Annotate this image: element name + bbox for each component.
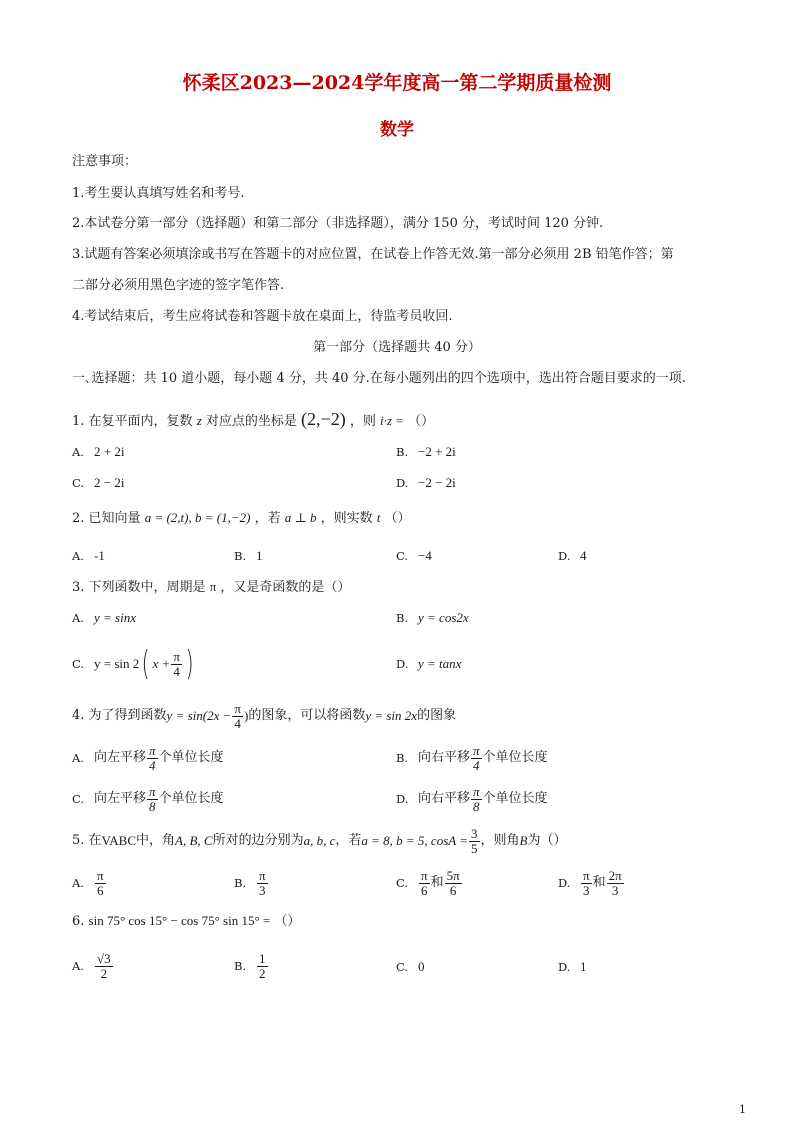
q6-option-c[interactable] (396, 958, 425, 977)
q4-func-2: y = sin 2x (365, 708, 418, 723)
q5-sides: a, b, c (303, 833, 336, 848)
notice-item-2: 2.本试卷分第一部分（选择题）和第二部分（非选择题），满分 150 分，考试时间 120 分钟. (72, 216, 604, 231)
q3-option-b[interactable] (396, 609, 469, 628)
fraction (445, 869, 462, 898)
option-text-suffix: 个单位长度 (158, 750, 224, 765)
notice-item-3-cont: 二部分必须用黑色字迹的签字笔作答. (72, 278, 285, 293)
q3-text-2: ，又是奇函数的是（） (220, 580, 351, 595)
q1-option-d[interactable] (396, 474, 456, 493)
option-label: C. (396, 549, 409, 563)
q5-condition: a = 8, b = 5, cosA = (361, 833, 468, 848)
q1-option-a[interactable] (72, 443, 124, 462)
fraction-denominator: 6 (421, 882, 428, 898)
fraction-denominator: 4 (234, 715, 241, 731)
fraction-numerator: π (583, 867, 590, 883)
q5-text-4: ，若 (335, 833, 362, 848)
option-label: A. (72, 876, 84, 890)
fraction (171, 650, 182, 679)
option-text: y = tanx (418, 656, 462, 671)
q2-text-2: ，若 (254, 511, 281, 526)
q5-text-1: 5. 在 (72, 833, 102, 848)
option-and: 和 (592, 875, 606, 890)
q4-func-1-close: ) (243, 708, 249, 723)
fraction-denominator: 3 (611, 882, 619, 898)
left-paren: ( (141, 644, 150, 684)
q5-option-d[interactable] (558, 865, 625, 901)
q5-text-6: 为（） (527, 833, 567, 848)
notice-item-4: 4.考试结束后，考生应将试卷和答题卡放在桌面上，待监考员收回. (72, 309, 453, 324)
q5-angles: A, B, C (175, 833, 213, 848)
option-label: A. (72, 959, 84, 973)
fraction (471, 744, 482, 773)
option-text: 向左平移 (94, 750, 147, 765)
question-2-stem (72, 509, 411, 528)
fraction-denominator: 3 (259, 882, 266, 898)
fraction-denominator: 5 (471, 840, 478, 856)
q1-var-z: z (196, 413, 202, 428)
fraction-denominator: 8 (473, 798, 480, 814)
option-text: 向右平移 (418, 791, 471, 806)
q2-var-t: t (376, 510, 381, 525)
option-text: 0 (418, 959, 425, 974)
fraction-numerator: √3 (97, 950, 111, 966)
fraction (581, 869, 592, 898)
fraction-denominator: 6 (449, 882, 457, 898)
q6-text-1: 6. (72, 914, 85, 929)
q4-text-3: 的图象 (417, 708, 457, 723)
option-label: C. (396, 960, 409, 974)
question-3-stem (72, 578, 350, 597)
q2-text-4: （） (384, 511, 411, 526)
notice-item-3: 3.试题有答案必须填涂或书写在答题卡的对应位置，在试卷上作答无效.第一部分必须用 2B 铅笔作答；第 (72, 247, 674, 262)
fraction (95, 869, 106, 898)
q1-option-c[interactable] (72, 474, 124, 493)
question-5-stem (72, 823, 566, 859)
option-label: B. (234, 959, 247, 973)
fraction (257, 869, 268, 898)
option-label: B. (234, 876, 247, 890)
option-text: y = sin 2 (94, 656, 140, 671)
q1-text-1: 1. 在复平面内，复数 (72, 414, 193, 429)
exam-title: 怀柔区2023—2024学年度高一第二学期质量检测 (182, 72, 612, 94)
notice-heading: 注意事项： (72, 154, 138, 169)
q4-option-d[interactable] (396, 782, 548, 816)
fraction-denominator: 4 (173, 663, 180, 679)
option-label: D. (396, 657, 409, 671)
fraction (471, 785, 482, 814)
option-text: 向左平移 (94, 791, 147, 806)
fraction-denominator: 4 (473, 757, 480, 773)
notice-item-1: 1.考生要认真填写姓名和考号. (72, 186, 245, 201)
option-text-inner: x + (152, 656, 171, 671)
q5-text-3: 所对的边分别为 (212, 833, 304, 848)
option-label: D. (558, 876, 571, 890)
fraction (607, 869, 624, 898)
q4-text-1: 4. 为了得到函数 (72, 708, 167, 723)
fraction-numerator: 5π (446, 867, 460, 883)
option-text: 2 − 2i (94, 475, 125, 490)
fraction (147, 744, 158, 773)
question-4-stem (72, 698, 456, 734)
fraction-denominator: 4 (149, 757, 156, 773)
option-label: D. (396, 476, 409, 490)
q2-option-c[interactable] (396, 547, 432, 566)
q6-text-2: （） (274, 914, 301, 929)
section1-instruction: 一､选择题：共 10 道小题，每小题 4 分，共 40 分.在每小题列出的四个选项中，选出符合题目要求的一项. (72, 371, 686, 386)
fraction-numerator: π (149, 742, 156, 758)
option-text: −4 (418, 548, 432, 563)
q2-option-d[interactable] (558, 547, 587, 566)
q5-text-2: 中，角 (136, 833, 176, 848)
fraction-numerator: 3 (471, 825, 478, 841)
q2-option-b[interactable] (234, 547, 263, 566)
q3-pi: π (209, 579, 217, 594)
q6-option-a[interactable] (72, 946, 114, 986)
fraction-numerator: π (473, 783, 480, 799)
fraction-numerator: π (473, 742, 480, 758)
option-text: 向右平移 (418, 750, 471, 765)
option-text: y = cos2x (418, 610, 469, 625)
fraction-numerator: 2π (608, 867, 622, 883)
q3-option-a[interactable] (72, 609, 136, 628)
fraction-numerator: π (421, 867, 428, 883)
option-label: C. (72, 792, 85, 806)
question-6-stem (72, 912, 300, 931)
option-label: D. (396, 792, 409, 806)
section1-heading: 第一部分（选择题共 40 分） (313, 340, 481, 355)
fraction (469, 827, 480, 856)
fraction-numerator: π (97, 867, 104, 883)
q5-var-b: B (519, 833, 528, 848)
q5-text-5: ，则角 (480, 833, 520, 848)
option-label: C. (72, 476, 85, 490)
option-and: 和 (430, 875, 444, 890)
q1-option-b[interactable] (396, 443, 456, 462)
fraction (147, 785, 158, 814)
option-label: B. (396, 611, 409, 625)
option-label: A. (72, 751, 84, 765)
fraction-denominator: 2 (259, 965, 266, 981)
fraction (257, 952, 268, 981)
fraction-denominator: 2 (100, 965, 108, 981)
q4-option-a[interactable] (72, 741, 224, 775)
option-label: C. (396, 876, 409, 890)
q1-text-3: ，则 (349, 414, 376, 429)
q4-option-c[interactable] (72, 782, 224, 816)
fraction (419, 869, 430, 898)
q5-option-b[interactable] (234, 865, 269, 901)
fraction (232, 702, 243, 731)
q1-text-4: （） (408, 414, 435, 429)
option-text: 1 (580, 959, 587, 974)
q4-text-2: 的图象，可以将函数 (248, 708, 366, 723)
q6-option-d[interactable] (558, 958, 587, 977)
option-text: 4 (580, 548, 587, 563)
q2-option-a[interactable] (72, 547, 105, 566)
option-label: A. (72, 549, 84, 563)
fraction-denominator: 3 (583, 882, 590, 898)
option-label: A. (72, 611, 84, 625)
option-label: D. (558, 549, 571, 563)
q2-perp: a ⊥ b (284, 510, 317, 525)
q6-option-b[interactable] (234, 948, 269, 984)
option-text-suffix: 个单位长度 (482, 750, 548, 765)
fraction-numerator: 1 (259, 950, 266, 966)
fraction-numerator: π (149, 783, 156, 799)
option-label: B. (396, 445, 409, 459)
q4-option-b[interactable] (396, 741, 548, 775)
option-text: y = sinx (94, 610, 136, 625)
fraction-denominator: 8 (149, 798, 156, 814)
fraction-denominator: 6 (97, 882, 104, 898)
option-label: C. (72, 657, 85, 671)
q1-point-value: 2,−2 (307, 409, 340, 429)
q5-option-a[interactable] (72, 865, 107, 901)
option-label: A. (72, 445, 84, 459)
fraction-numerator: π (234, 700, 241, 716)
fraction (95, 952, 113, 981)
option-text: 2 + 2i (94, 444, 125, 459)
option-text-suffix: 个单位长度 (482, 791, 548, 806)
fraction-numerator: π (173, 648, 180, 664)
q1-text-2: 对应点的坐标是 (205, 414, 297, 429)
q2-text-1: 2. 已知向量 (72, 511, 141, 526)
q5-option-c[interactable] (396, 865, 463, 901)
q1-point: (2,−2) (301, 409, 346, 429)
page-number: 1 (739, 1103, 746, 1116)
fraction-numerator: π (259, 867, 266, 883)
option-text: −2 + 2i (418, 444, 456, 459)
question-1-stem (72, 410, 434, 431)
option-text: −2 − 2i (418, 475, 456, 490)
q1-expr: i·z = (380, 413, 404, 428)
q3-option-c[interactable] (72, 641, 196, 687)
option-label: B. (396, 751, 409, 765)
q5-triangle: VABC (101, 833, 136, 848)
option-text: 1 (256, 548, 263, 563)
q3-option-d[interactable] (396, 655, 461, 674)
option-text-suffix: 个单位长度 (158, 791, 224, 806)
q2-vectors: a = (2,t), b = (1,−2) (144, 510, 251, 525)
q6-expr: sin 75° cos 15° − cos 75° sin 15° = (88, 913, 271, 928)
option-text: -1 (94, 548, 105, 563)
q3-text-1: 3. 下列函数中，周期是 (72, 580, 206, 595)
q4-func-1: y = sin(2x − (166, 708, 232, 723)
exam-subject: 数学 (380, 120, 414, 140)
option-label: B. (234, 549, 247, 563)
q2-text-3: ，则实数 (320, 511, 373, 526)
right-paren: ) (185, 644, 194, 684)
option-label: D. (558, 960, 571, 974)
